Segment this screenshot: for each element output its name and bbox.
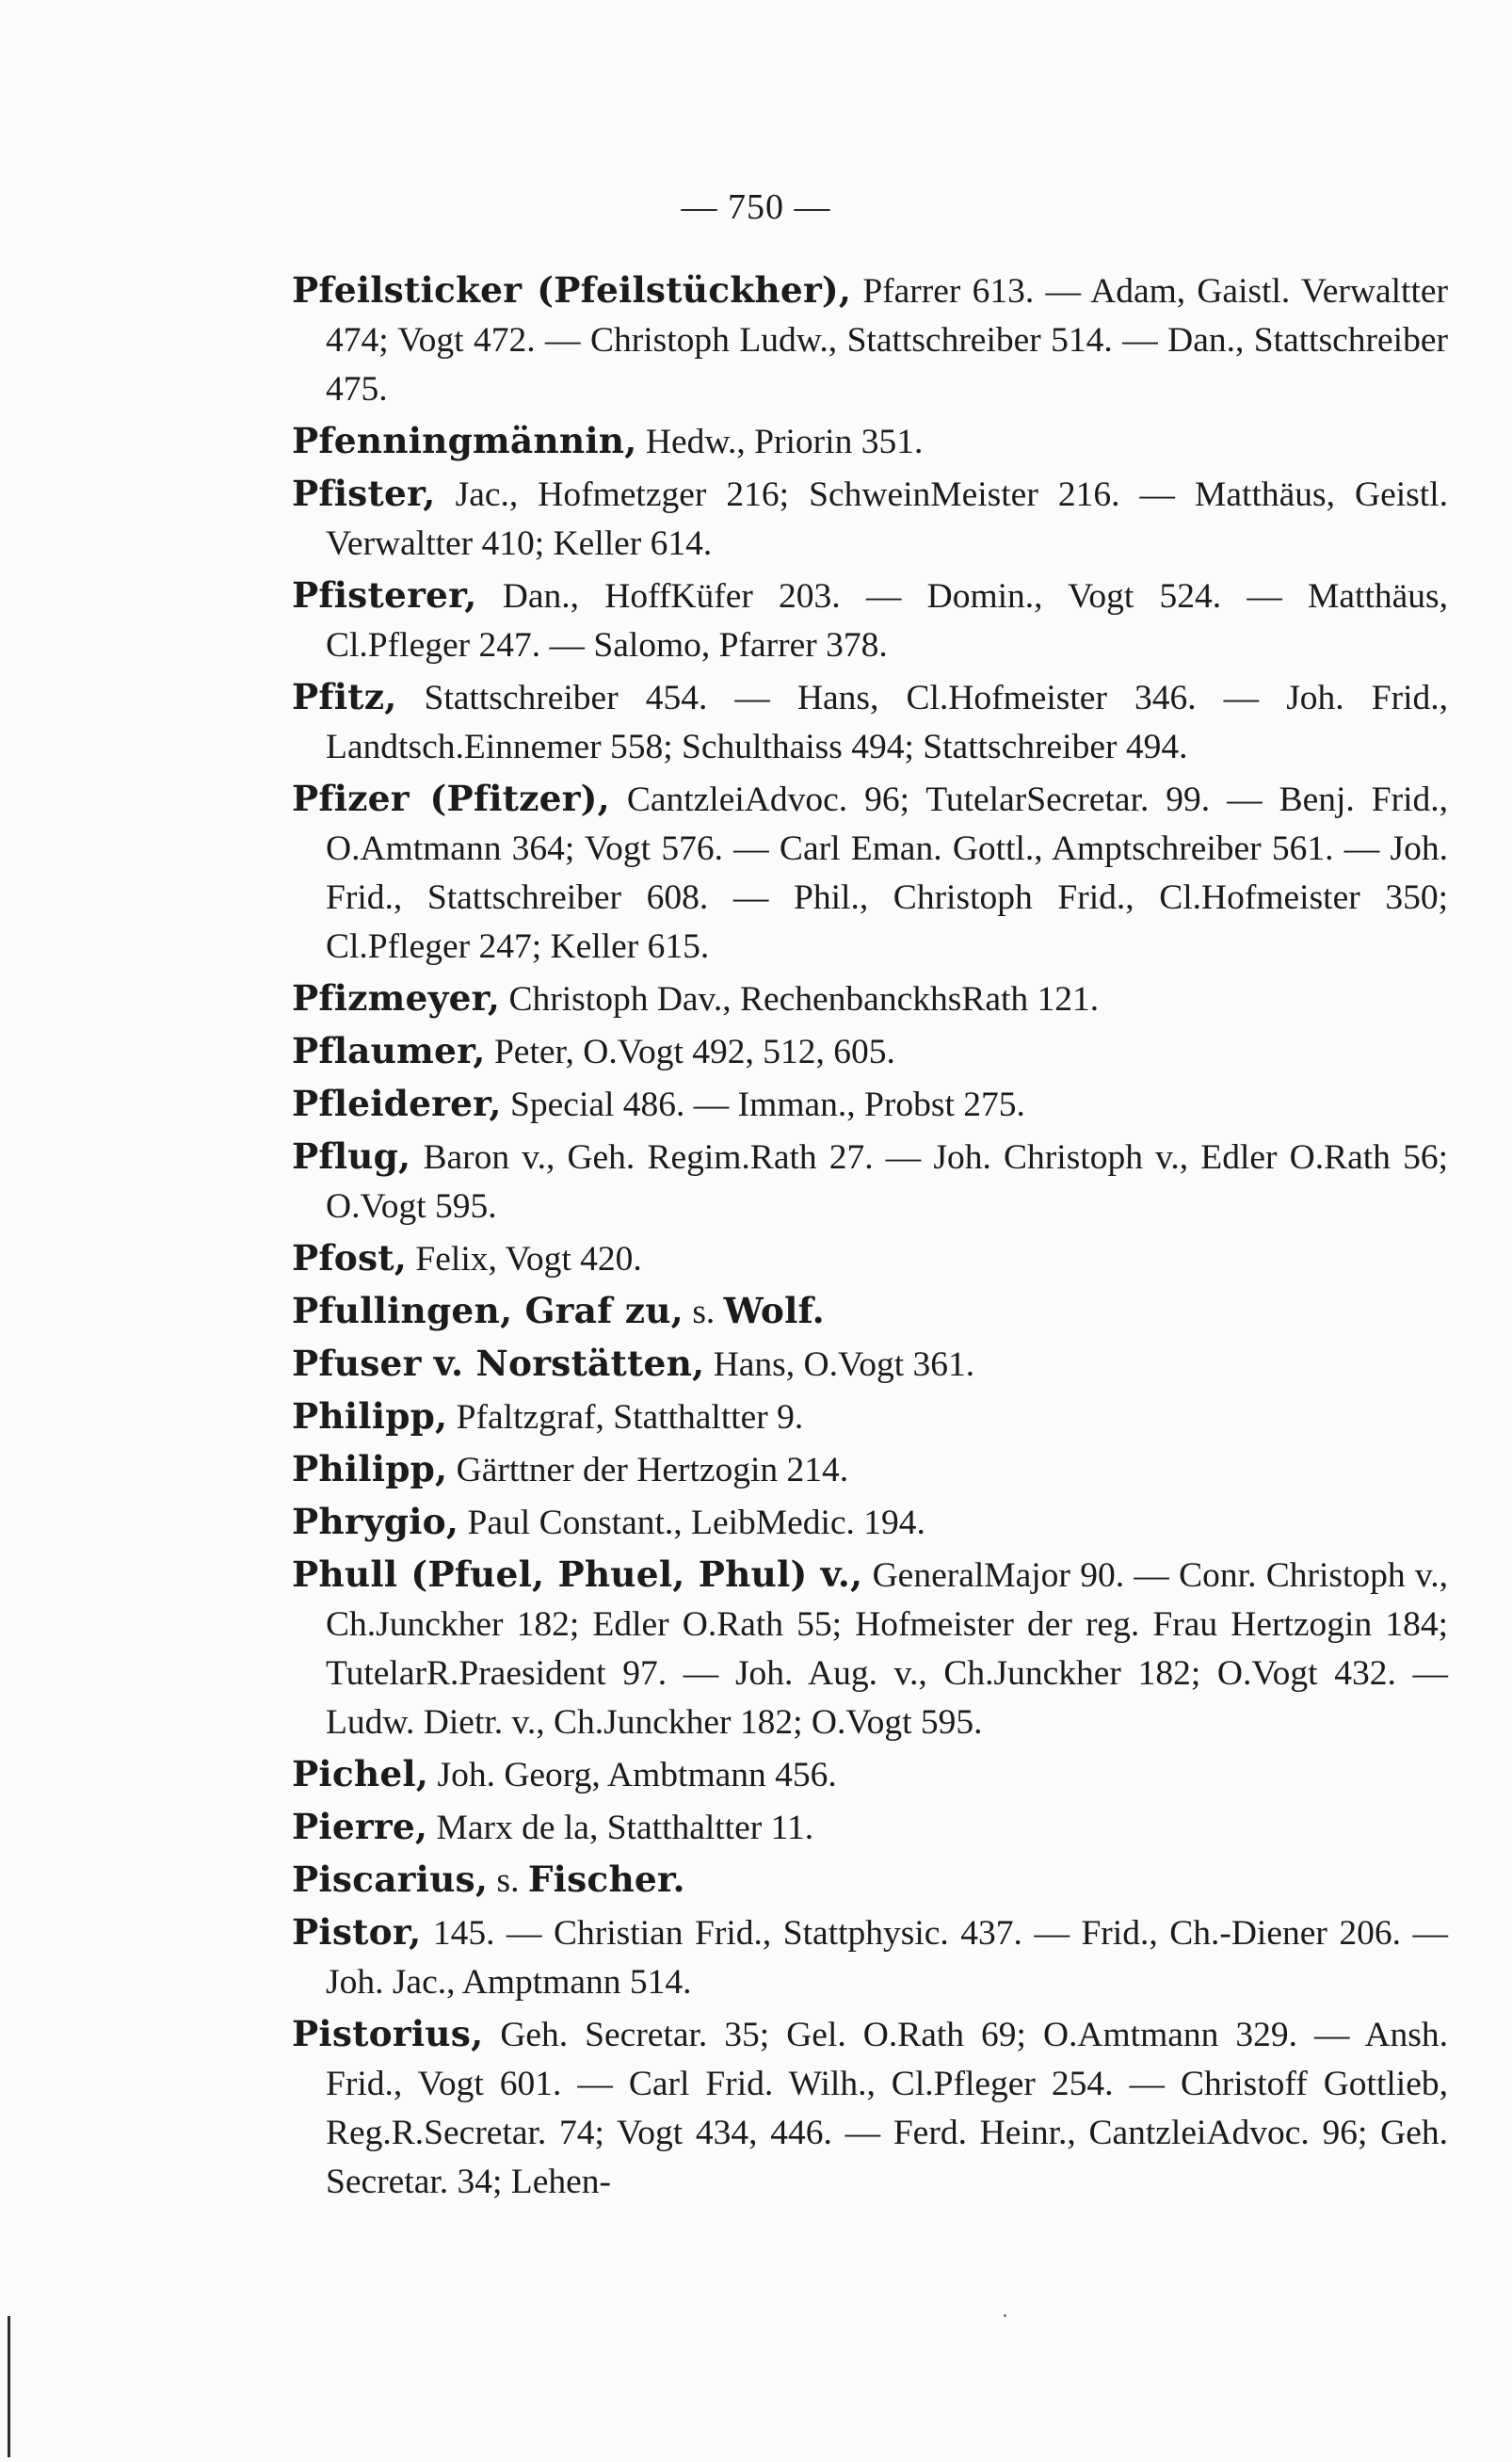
entry-headword: Pichel, [292,1753,429,1794]
name-register [292,266,1448,2209]
register-entry [292,1550,1448,1747]
entry-headword: Piscarius, [292,1859,489,1900]
page-number: — 750 — [681,187,831,227]
entry-headword: Pierre, [292,1806,428,1847]
entry-text: Stattschreiber 454. — Hans, Cl.Hofmeister 346. — Joh. Frid., Landtsch.Einnemer 558; Schulthaiss 494; Stattschreiber 494. [326,679,1448,766]
entry-text: Pfarrer 613. — Adam, Gaistl. Verwaltter 474; Vogt 472. — Christoph Ludw., Stattschreiber 514. — Dan., Stattschreiber 475. [326,272,1448,409]
entry-headword: Pfeilsticker (Pfeilstückher), [292,269,852,311]
entry-headword: Philipp, [292,1395,448,1437]
entry-text: Hedw., Priorin 351. [636,423,924,461]
register-entry [292,416,1448,467]
entry-headword: Philipp, [292,1448,448,1489]
register-entry [292,1233,1448,1284]
entry-text: Pfaltzgraf, Statthaltter 9. [447,1398,804,1437]
register-entry [292,2009,1448,2207]
cross-reference: Wolf. [723,1290,825,1331]
entry-headword: Pistorius, [292,2013,484,2054]
entry-text: GeneralMajor 90. — Conr. Christoph v., Ch.Junckher 182; Edler O.Rath 55; Hofmeister der reg. Frau Hertzogin 184; TutelarR.Praesident 97. — Joh. Aug. v., Ch.Junckher 182; O.Vogt 432. — Ludw. Dietr. v., Ch.Junckher 182; O.Vogt 595. [326,1556,1449,1742]
register-entry [292,1749,1448,1800]
register-entry [292,1286,1448,1337]
entry-headword: Pfizmeyer, [292,977,501,1019]
entry-headword: Pistor, [292,1911,422,1953]
entry-text: Marx de la, Statthaltter 11. [427,1809,814,1847]
register-entry [292,1802,1448,1853]
entry-text: Gärttner der Hertzogin 214. [447,1451,849,1489]
entry-text: s. [683,1293,724,1331]
entry-headword: Pfister, [292,473,436,514]
entry-headword: Pfleiderer, [292,1083,502,1124]
register-entry [292,672,1448,772]
entry-headword: Phull (Pfuel, Phuel, Phul) v., [292,1553,863,1595]
entry-text: Felix, Vogt 420. [407,1240,642,1279]
register-entry [292,774,1448,972]
register-entry [292,266,1448,414]
register-entry [292,571,1448,670]
register-entry [292,1392,1448,1442]
entry-text: CantzleiAdvoc. 96; TutelarSecretar. 99. — Benj. Frid., O.Amtmann 364; Vogt 576. — Carl Eman. Gottl., Amptschreiber 561. — Joh. Frid., Stattschreiber 608. — Phil., Christoph Frid., Cl.Hofmeister 350; Cl.Pfleger 247; Keller 615. [326,780,1448,966]
entry-headword: Pfizer (Pfitzer), [292,778,610,819]
register-entry [292,469,1448,569]
entry-text: Dan., HoffKüfer 203. — Domin., Vogt 524. — Matthäus, Cl.Pfleger 247. — Salomo, Pfarrer 378. [326,577,1448,665]
entry-headword: Pfullingen, Graf zu, [292,1290,684,1331]
register-entry [292,1079,1448,1130]
register-entry [292,1026,1448,1077]
entry-headword: Pflaumer, [292,1030,486,1071]
entry-headword: Pfuser v. Norstätten, [292,1343,705,1384]
entry-headword: Pfost, [292,1237,408,1279]
register-entry [292,974,1448,1024]
register-entry [292,1339,1448,1390]
register-entry [292,1907,1448,2007]
entry-headword: Pfenningmännin, [292,420,637,461]
register-entry [292,1497,1448,1548]
entry-text: Special 486. — Imman., Probst 275. [501,1086,1025,1124]
entry-headword: Phrygio, [292,1501,459,1542]
entry-text: Hans, O.Vogt 361. [704,1345,975,1384]
entry-text: s. [488,1861,528,1900]
entry-headword: Pfitz, [292,676,397,717]
margin-scan-mark [8,2316,10,2457]
entry-text: 145. — Christian Frid., Stattphysic. 437. — Frid., Ch.-Diener 206. — Joh. Jac., Amptmann 514. [326,1914,1448,2002]
entry-text: Jac., Hofmetzger 216; SchweinMeister 216. — Matthäus, Geistl. Verwaltter 410; Keller 614. [326,475,1448,563]
entry-text: Geh. Secretar. 35; Gel. O.Rath 69; O.Amtmann 329. — Ansh. Frid., Vogt 601. — Carl Frid. Wilh., Cl.Pfleger 254. — Christoff Gottlieb, Reg.R.Secretar. 74; Vogt 434, 446. — Ferd. Heinr., CantzleiAdvoc. 96; Geh. Secretar. 34; Lehen- [326,2016,1448,2201]
entry-text: Peter, O.Vogt 492, 512, 605. [485,1033,895,1071]
entry-text: Baron v., Geh. Regim.Rath 27. — Joh. Christoph v., Edler O.Rath 56; O.Vogt 595. [326,1138,1448,1226]
entry-headword: Pfisterer, [292,574,477,616]
entry-text: Christoph Dav., RechenbanckhsRath 121. [500,980,1100,1019]
scan-speck [1004,2314,1006,2317]
entry-headword: Pflug, [292,1135,411,1177]
entry-text: Paul Constant., LeibMedic. 194. [458,1504,925,1542]
register-entry [292,1855,1448,1906]
entry-text: Joh. Georg, Ambtmann 456. [428,1756,837,1794]
register-entry [292,1444,1448,1495]
cross-reference: Fischer. [527,1859,685,1900]
register-entry [292,1132,1448,1231]
